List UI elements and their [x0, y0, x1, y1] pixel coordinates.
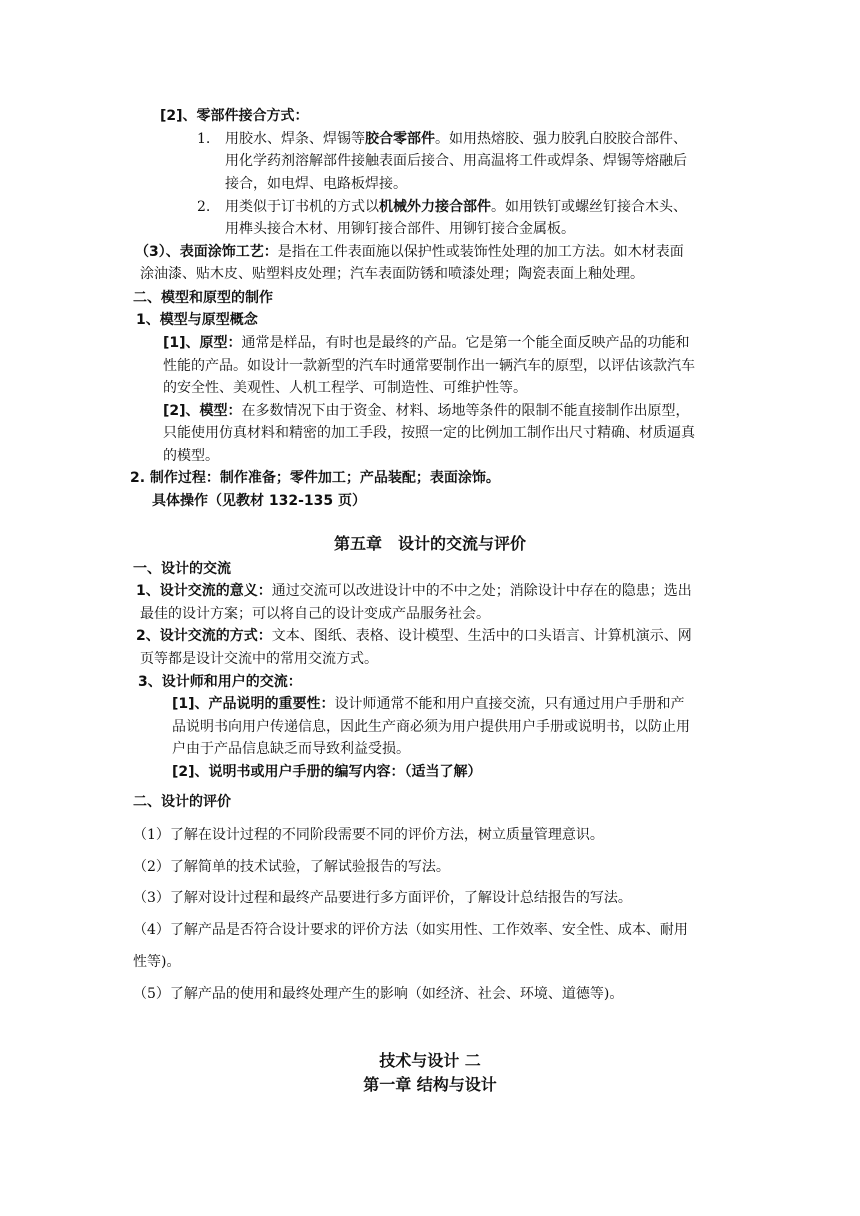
paragraph-line: 性等)。	[133, 954, 181, 970]
paragraph-line: 品说明书向用户传递信息，因此生产商必须为用户提供用户手册或说明书，以防止用	[172, 719, 690, 735]
paragraph-line: 2. 制作过程：制作准备；零件加工；产品装配；表面涂饰。	[130, 470, 500, 486]
paragraph-line	[163, 332, 690, 354]
paragraph-line	[225, 196, 687, 218]
bold-text: 机械外力接合部件	[379, 199, 491, 215]
section-heading: 一、设计的交流	[133, 561, 231, 577]
part-title: 技术与设计 二	[379, 1051, 481, 1070]
paragraph-line: （4）了解产品是否符合设计要求的评价方法（如实用性、工作效率、安全性、成本、耐用	[133, 922, 688, 938]
paragraph-line: 户由于产品信息缺乏而导致利益受损。	[172, 741, 410, 757]
bold-text: 1、设计交流的意义：	[136, 583, 272, 599]
bold-text: 2、设计交流的方式：	[136, 628, 272, 644]
text: 通过交流可以改进设计中的不中之处；消除设计中存在的隐患；选出	[271, 583, 692, 599]
text: 是指在工件表面施以保护性或装饰性处理的加工方法。如木材表面	[277, 244, 684, 260]
paragraph-line: （3）了解对设计过程和最终产品要进行多方面评价，了解设计总结报告的写法。	[133, 890, 632, 906]
paragraph-line: 的模型。	[163, 448, 219, 464]
list-item-2	[197, 196, 210, 218]
section-heading: 二、设计的评价	[133, 794, 231, 810]
paragraph-line: 性能的产品。如设计一款新型的汽车时通常要制作出一辆汽车的原型，以评估该款汽车	[163, 358, 695, 374]
paragraph-line: 最佳的设计方案；可以将自己的设计变成产品服务社会。	[140, 606, 490, 622]
subsection-heading: 3、设计师和用户的交流：	[138, 674, 302, 690]
bold-text: [2]、模型：	[163, 403, 242, 419]
paragraph-line: 接合，如电焊、电路板焊接。	[225, 176, 407, 192]
paragraph-line: 页等都是设计交流中的常用交流方式。	[140, 651, 378, 667]
text: 通常是样品，有时也是最终的产品。它是第一个能全面反映产品的功能和	[241, 335, 690, 351]
paragraph-line: [2]、说明书或用户手册的编写内容：（适当了解）	[172, 764, 482, 780]
list-number: 2.	[197, 199, 211, 215]
text: 用胶水、焊条、焊锡等	[225, 131, 365, 147]
chapter-title: 第五章 设计的交流与评价	[333, 534, 526, 553]
paragraph-line	[163, 400, 690, 422]
heading-joining-methods: [2]、零部件接合方式：	[160, 108, 309, 124]
paragraph-line: （2）了解简单的技术试验，了解试验报告的写法。	[133, 859, 450, 875]
text: 文本、图纸、表格、设计模型、生活中的口头语言、计算机演示、网	[271, 628, 692, 644]
paragraph-line: 只能使用仿真材料和精密的加工手段，按照一定的比例加工制作出尺寸精确、材质逼真	[163, 425, 695, 441]
bold-text: [1]、原型：	[163, 335, 242, 351]
paragraph-line: 的安全性、美观性、人机工程学、可制造性、可维护性等。	[163, 380, 527, 396]
paragraph-line: （1）了解在设计过程的不同阶段需要不同的评价方法，树立质量管理意识。	[133, 827, 604, 843]
paragraph-line	[136, 580, 692, 602]
paragraph-line	[172, 693, 685, 715]
paragraph-line	[136, 625, 692, 647]
paragraph-line	[225, 128, 687, 150]
text: 设计师通常不能和用户直接交流，只有通过用户手册和产	[334, 696, 685, 712]
paragraph-line	[135, 241, 684, 263]
paragraph-line: 具体操作（见教材 132-135 页）	[152, 493, 367, 509]
text: 。如用热熔胶、强力胶乳白胶胶合部件、	[435, 131, 687, 147]
bold-text: （3）、表面涂饰工艺：	[135, 244, 278, 260]
paragraph-line: 涂油漆、贴木皮、贴塑料皮处理；汽车表面防锈和喷漆处理；陶瓷表面上釉处理。	[140, 266, 644, 282]
subsection-heading: 1、模型与原型概念	[136, 312, 258, 328]
bold-text: 胶合零部件	[365, 131, 435, 147]
list-number: 1.	[197, 131, 211, 147]
text: 在多数情况下由于资金、材料、场地等条件的限制不能直接制作出原型，	[241, 403, 690, 419]
bold-text: [1]、产品说明的重要性：	[172, 696, 335, 712]
section-heading: 二、模型和原型的制作	[133, 290, 273, 306]
list-item-1	[197, 128, 210, 150]
paragraph-line: 用化学药剂溶解部件接触表面后接合、用高温将工件或焊条、焊锡等熔融后	[225, 153, 687, 169]
paragraph-line: 用榫头接合木材、用铆钉接合部件、用铆钉接合金属板。	[225, 221, 575, 237]
chapter-title: 第一章 结构与设计	[363, 1075, 497, 1094]
text: 用类似于订书机的方式以	[225, 199, 379, 215]
text: 。如用铁钉或螺丝钉接合木头、	[491, 199, 687, 215]
paragraph-line: （5）了解产品的使用和最终处理产生的影响（如经济、社会、环境、道德等)。	[133, 986, 624, 1002]
